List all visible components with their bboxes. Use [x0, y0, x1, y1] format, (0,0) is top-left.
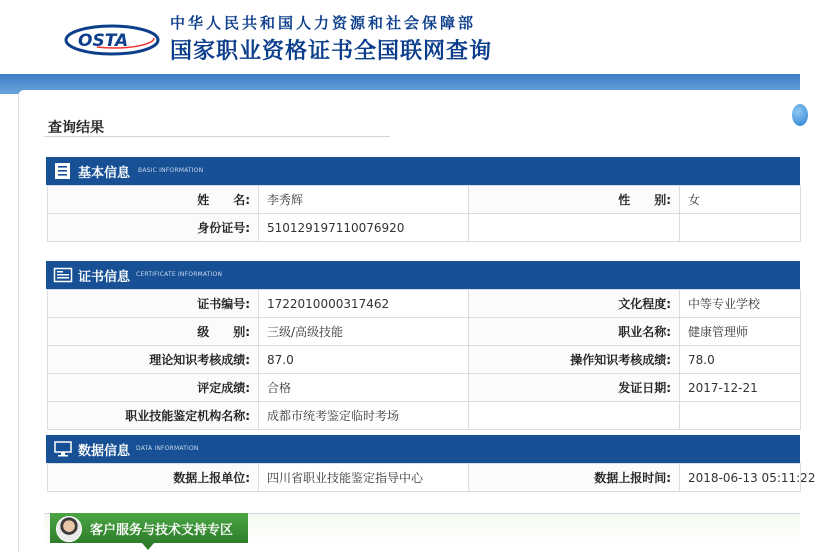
table-row: [48, 464, 801, 492]
id-label: 身份证号:: [48, 214, 259, 242]
institution-label: 职业技能鉴定机构名称:: [48, 402, 259, 430]
level-value: 三级/高级技能: [259, 318, 469, 346]
issue-date-value: 2017-12-21: [680, 374, 801, 402]
certificate-info-header: [46, 261, 800, 289]
empty-cell: [680, 402, 801, 430]
section-title: 证书信息: [78, 270, 131, 285]
empty-cell: [469, 402, 680, 430]
level-label: 级 别:: [48, 318, 259, 346]
site-header: [0, 0, 800, 74]
section-title: 数据信息: [78, 444, 131, 459]
practical-score-label: 操作知识考核成绩:: [469, 346, 680, 374]
document-icon: [54, 163, 72, 179]
monitor-icon: [54, 441, 72, 457]
report-time-label: 数据上报时间:: [469, 464, 680, 492]
table-row: [48, 402, 801, 430]
gender-value: 女: [680, 186, 801, 214]
issue-date-label: 发证日期:: [469, 374, 680, 402]
section-title: 基本信息: [78, 166, 131, 181]
empty-cell: [469, 214, 680, 242]
institution-value: 成都市统考鉴定临时考场: [259, 402, 469, 430]
title-divider: [44, 136, 390, 137]
basic-info-header: [46, 157, 800, 185]
site-title: 国家职业资格证书全国联网查询: [170, 39, 493, 64]
practical-score-value: 78.0: [680, 346, 801, 374]
table-row: [48, 290, 801, 318]
id-value: 510129197110076920: [259, 214, 469, 242]
certificate-icon: [54, 267, 72, 283]
table-row: [48, 186, 801, 214]
grade-value: 合格: [259, 374, 469, 402]
avatar: [56, 516, 82, 542]
section-subtitle: DATA INFORMATION: [136, 445, 199, 452]
cert-number-label: 证书编号:: [48, 290, 259, 318]
occupation-value: 健康管理师: [680, 318, 801, 346]
table-row: [48, 346, 801, 374]
table-row: [48, 214, 801, 242]
grade-label: 评定成绩:: [48, 374, 259, 402]
scroll-top-icon[interactable]: [792, 104, 808, 126]
name-value: 李秀辉: [259, 186, 469, 214]
section-subtitle: CERTIFICATE INFORMATION: [136, 271, 223, 278]
support-tab[interactable]: [50, 513, 248, 543]
page-title: 查询结果: [48, 120, 104, 136]
report-unit-value: 四川省职业技能鉴定指导中心: [259, 464, 469, 492]
svg-text:OSTA: OSTA: [78, 31, 129, 51]
education-value: 中等专业学校: [680, 290, 801, 318]
name-label: 姓 名:: [48, 186, 259, 214]
theory-score-label: 理论知识考核成绩:: [48, 346, 259, 374]
basic-info-table: [47, 185, 801, 242]
table-row: [48, 374, 801, 402]
section-subtitle: BASIC INFORMATION: [138, 167, 204, 174]
gender-label: 性 别:: [469, 186, 680, 214]
data-info-header: [46, 435, 800, 463]
empty-cell: [680, 214, 801, 242]
education-label: 文化程度:: [469, 290, 680, 318]
cert-number-value: 1722010000317462: [259, 290, 469, 318]
caret-down-icon: [142, 543, 154, 550]
osta-logo: [62, 18, 162, 58]
table-row: [48, 318, 801, 346]
support-tab-label: 客户服务与技术支持专区: [90, 523, 234, 538]
certificate-info-table: [47, 289, 801, 430]
data-info-table: [47, 463, 815, 492]
report-time-value: 2018-06-13 05:11:22: [680, 464, 801, 492]
occupation-label: 职业名称:: [469, 318, 680, 346]
ministry-name: 中华人民共和国人力资源和社会保障部: [170, 14, 477, 32]
theory-score-value: 87.0: [259, 346, 469, 374]
report-unit-label: 数据上报单位:: [48, 464, 259, 492]
